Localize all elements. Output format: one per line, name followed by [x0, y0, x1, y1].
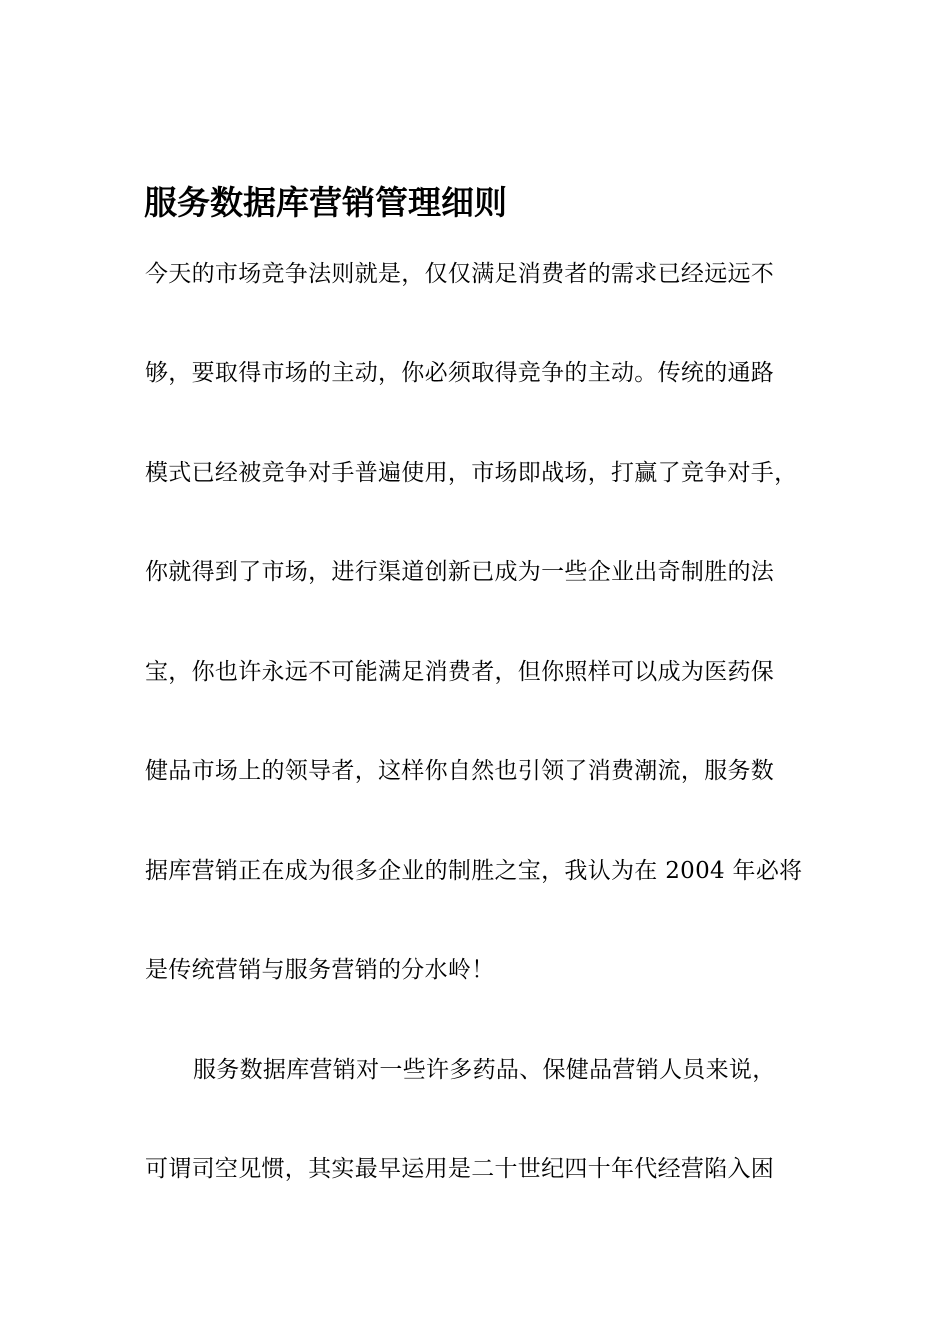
body-line-10: 可谓司空见惯，其实最早运用是二十世纪四十年代经营陷入困 — [145, 1156, 775, 1182]
body-line-9: 服务数据库营销对一些许多药品、保健品营销人员来说， — [193, 1057, 776, 1083]
body-line-8: 是传统营销与服务营销的分水岭！ — [145, 957, 495, 983]
body-line-6: 健品市场上的领导者，这样你自然也引领了消费潮流，服务数 — [145, 758, 775, 784]
body-line-2: 够，要取得市场的主动，你必须取得竞争的主动。传统的通路 — [145, 360, 775, 386]
body-line-1: 今天的市场竞争法则就是，仅仅满足消费者的需求已经远远不 — [145, 261, 775, 287]
body-line-5: 宝，你也许永远不可能满足消费者，但你照样可以成为医药保 — [145, 659, 775, 685]
body-line-4: 你就得到了市场，进行渠道创新已成为一些企业出奇制胜的法 — [145, 559, 775, 585]
body-line-7: 据库营销正在成为很多企业的制胜之宝，我认为在 2004 年必将 — [145, 858, 803, 884]
body-line-3: 模式已经被竞争对手普遍使用，市场即战场，打赢了竞争对手， — [145, 460, 798, 486]
document-title: 服务数据库营销管理细则 — [144, 183, 507, 222]
